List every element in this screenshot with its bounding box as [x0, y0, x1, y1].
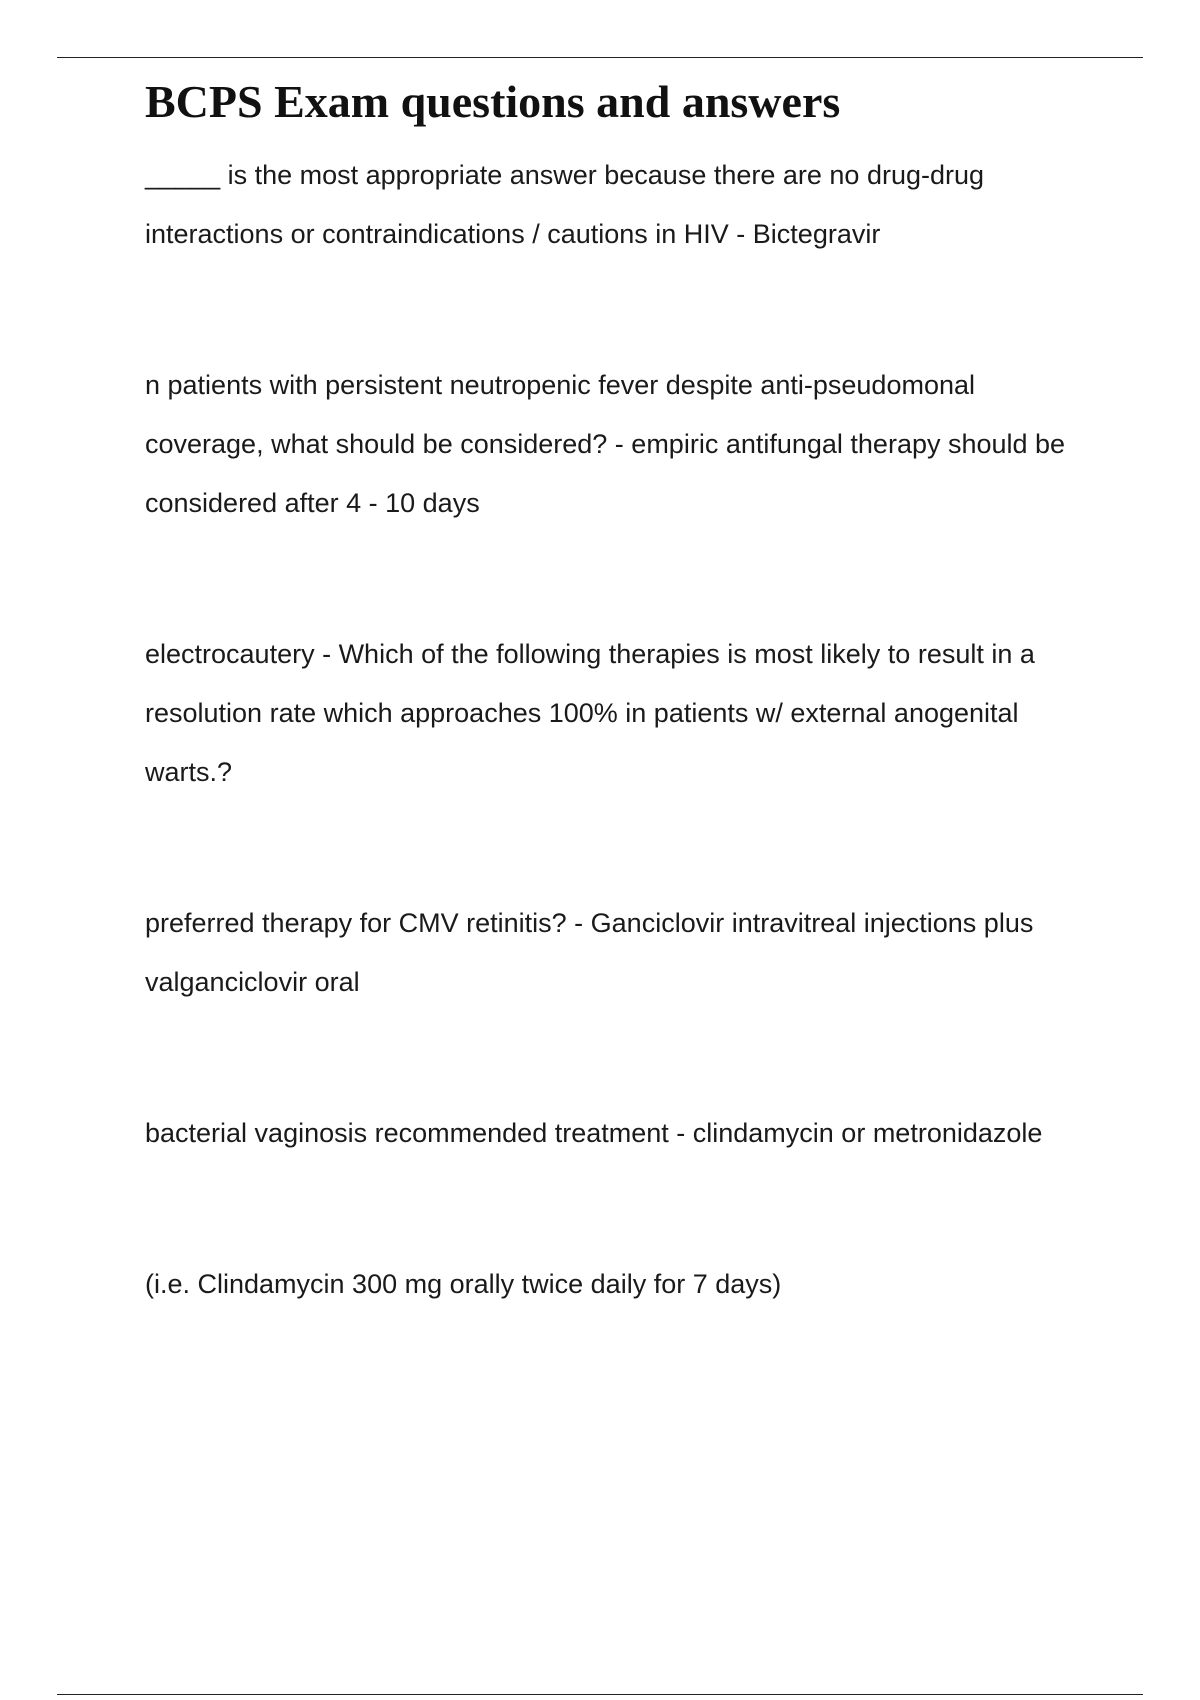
qa-entry-bictegravir: _____ is the most appropriate answer because there are no drug-drug interactions or contraindications / cautions in HIV - Bictegravir	[145, 160, 985, 249]
footer-divider	[57, 1694, 1143, 1695]
qa-entry-neutropenic-fever: n patients with persistent neutropenic fever despite anti-pseudomonal coverage, what should be considered? - empiric antifungal therapy should be considered after 4 - 10 days	[145, 370, 1066, 518]
qa-entry-anogenital-warts: electrocautery - Which of the following therapies is most likely to result in a resolution rate which approaches 100% in patients w/ external anogenital warts.?	[145, 639, 1035, 787]
document-body	[145, 70, 1085, 1314]
header-divider	[57, 57, 1143, 58]
qa-entry-bacterial-vaginosis: bacterial vaginosis recommended treatment - clindamycin or metronidazole	[145, 1118, 1043, 1148]
document-title: BCPS Exam questions and answers	[145, 76, 841, 127]
qa-entry-clindamycin-dose: (i.e. Clindamycin 300 mg orally twice daily for 7 days)	[145, 1269, 782, 1299]
qa-entry-cmv-retinitis: preferred therapy for CMV retinitis? - Ganciclovir intravitreal injections plus valganciclovir oral	[145, 908, 1034, 997]
